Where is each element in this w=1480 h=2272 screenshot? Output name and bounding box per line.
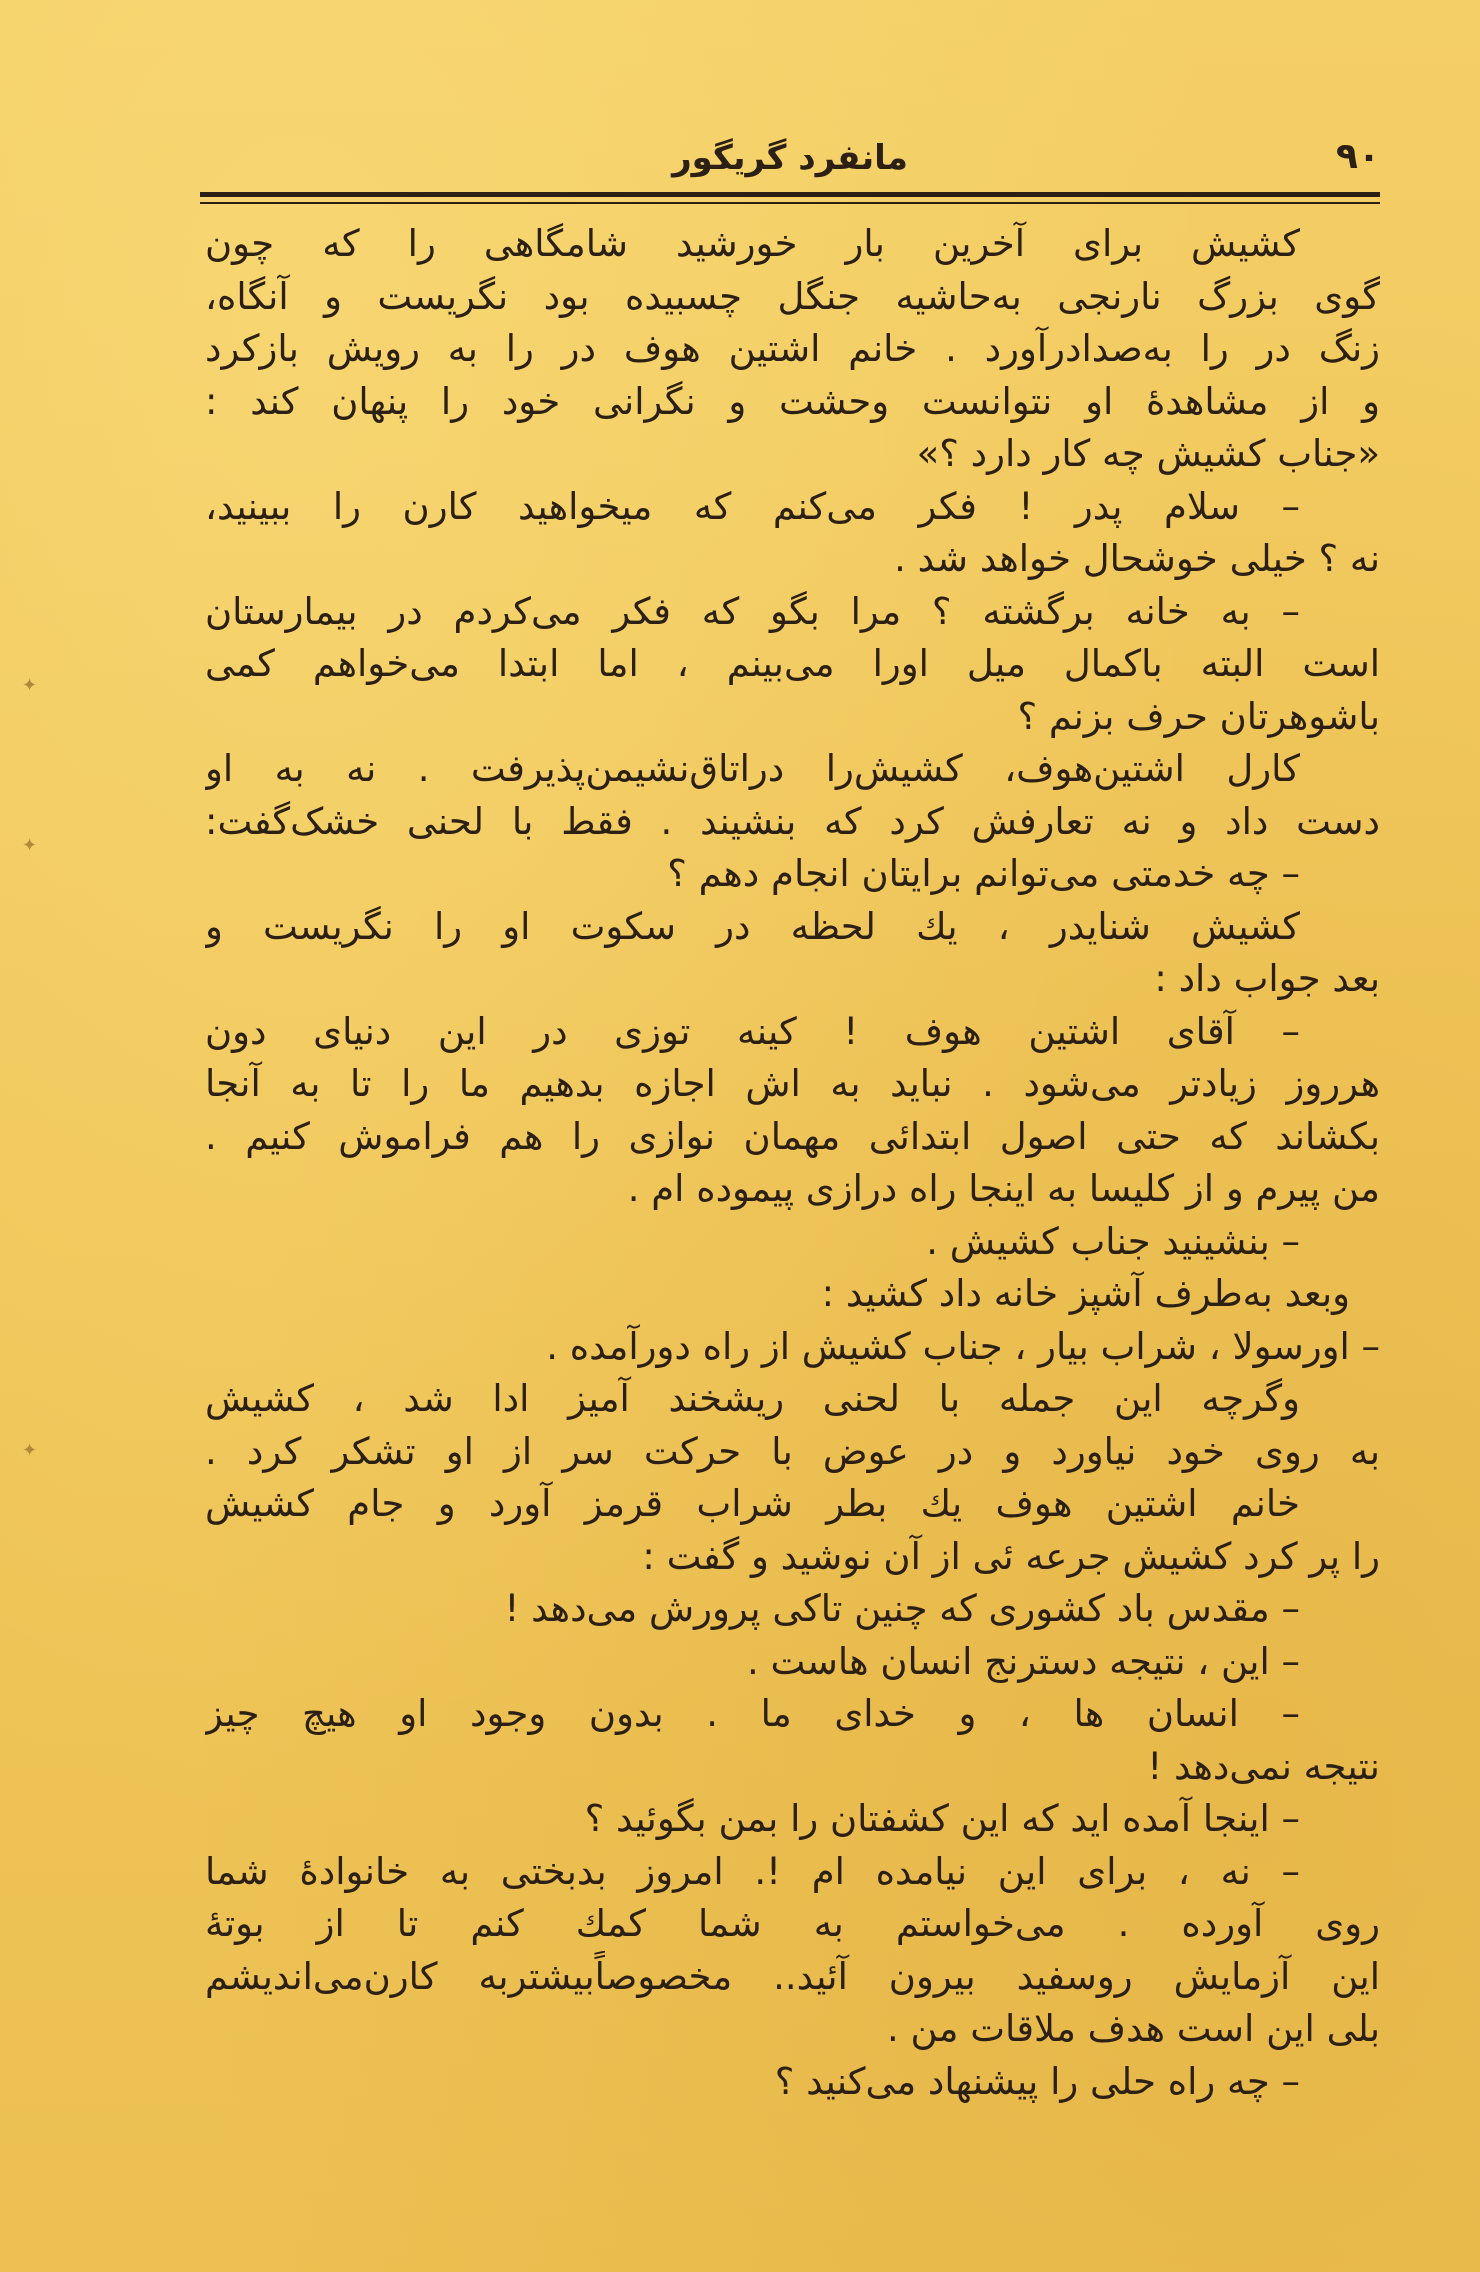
text-line: – به خانه برگشته ؟ مرا بگو که فکر می‌کردم در بیمارستان [205, 589, 1300, 633]
text-line: – انسان ها ، و خدای ما . بدون وجود او هیچ چیز [205, 1692, 1300, 1735]
text-line: هرروز زیادتر می‌شود . نباید به اش اجازه بدهیم ما را تا به آنجا [205, 1062, 1380, 1105]
margin-speck: ✦ [22, 835, 38, 856]
text-line: این آزمایش روسفید بیرون آئید.. مخصوصاًبیشتربه کارن‌می‌اندیشم [205, 1954, 1380, 1998]
text-line: – اینجا آمده اید که این کشفتان را بمن بگوئید ؟ [584, 1797, 1300, 1840]
text-line: نتیجه نمی‌دهد ! [1147, 1744, 1380, 1788]
text-line: «جناب کشیش چه کار دارد ؟» [916, 432, 1380, 475]
text-line: کشیش شنایدر ، یك لحظه در سکوت او را نگریست و [205, 904, 1300, 948]
text-line: کشیش برای آخرین بار خورشید شامگاهی را که چون [205, 222, 1300, 265]
body-text [205, 218, 1380, 2108]
text-line: – چه خدمتی می‌توانم برایتان انجام دهم ؟ [667, 852, 1300, 895]
margin-speck: ✦ [22, 675, 38, 696]
header-rule-thick [200, 192, 1380, 197]
text-line: را پر کرد کشیش جرعه ئی از آن نوشید و گفت : [642, 1534, 1380, 1578]
text-line: – مقدس باد کشوری که چنین تاکی پرورش می‌دهد ! [504, 1587, 1300, 1630]
running-title: مانفرد گریگور [672, 138, 908, 178]
text-line: – نه ، برای این نیامده ام !. امروز بدبختی به خانوادهٔ شما [205, 1849, 1300, 1893]
text-line: بعد جواب داد : [1154, 957, 1380, 1000]
text-line: خانم اشتین هوف یك بطر شراب قرمز آورد و جام کشیش [205, 1482, 1300, 1525]
text-line: – این ، نتیجه دسترنج انسان هاست . [746, 1639, 1300, 1683]
text-line: به روی خود نیاورد و در عوض با حرکت سر از او تشکر کرد . [205, 1429, 1380, 1473]
text-line: روی آورده . می‌خواستم به شما کمك کنم تا از بوتهٔ [205, 1902, 1380, 1945]
header-rule-thin [200, 202, 1380, 204]
margin-speck: ✦ [22, 1440, 38, 1461]
text-line: وبعد به‌طرف آشپز خانه داد کشید : [821, 1272, 1350, 1315]
page-header [200, 130, 1380, 190]
text-line: بکشاند که حتی اصول ابتدائی مهمان نوازی را هم فراموش کنیم . [205, 1114, 1380, 1158]
text-line: – چه راه حلی را پیشنهاد می‌کنید ؟ [774, 2059, 1300, 2103]
text-line: وگرچه این جمله با لحنی ریشخند آمیز ادا شد ، کشیش [205, 1377, 1300, 1420]
text-line: بلی این است هدف ملاقات من . [886, 2007, 1380, 2050]
text-line: و از مشاهدهٔ او نتوانست وحشت و نگرانی خود را پنهان کند : [205, 379, 1380, 423]
text-line: نه ؟ خیلی خوشحال خواهد شد . [894, 537, 1380, 580]
text-line: گوی بزرگ نارنجی به‌حاشیه جنگل چسبیده بود نگریست و آنگاه، [205, 274, 1380, 318]
text-line: کارل اشتین‌هوف، کشیش‌را دراتاق‌نشیمن‌پذیرفت . نه به او [205, 747, 1300, 790]
text-line: باشوهرتان حرف بزنم ؟ [1017, 694, 1380, 738]
text-line: – آقای اشتین هوف ! کینه توزی در این دنیای دون [205, 1009, 1300, 1053]
text-line: – بنشینید جناب کشیش . [926, 1219, 1300, 1263]
text-line: من پیرم و از کلیسا به اینجا راه درازی پیموده ام . [627, 1167, 1380, 1210]
page-number: ۹۰ [1336, 136, 1380, 177]
text-line: – سلام پدر ! فکر می‌کنم که میخواهید کارن را ببینید، [205, 484, 1300, 528]
text-line: زنگ در را به‌صدادرآورد . خانم اشتین هوف در را به رویش بازکرد [205, 327, 1380, 370]
text-line: دست داد و نه تعارفش کرد که بنشیند . فقط با لحنی خشک‌گفت: [205, 799, 1380, 843]
text-line: – اورسولا ، شراب بیار ، جناب کشیش از راه دورآمده . [546, 1324, 1380, 1368]
text-line: است البته باکمال میل اورا می‌بینم ، اما ابتدا می‌خواهم کمی [205, 642, 1380, 685]
